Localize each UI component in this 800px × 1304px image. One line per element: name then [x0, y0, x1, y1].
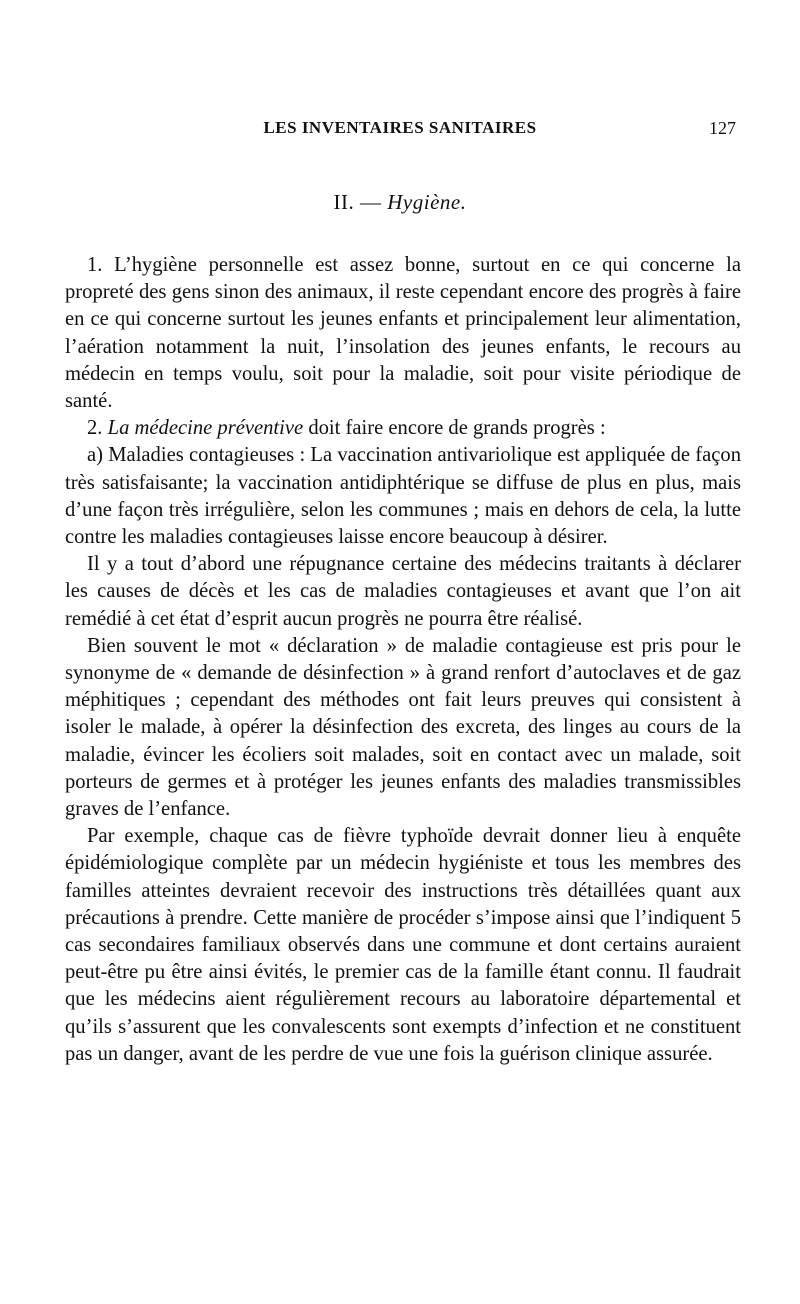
emphasis-preventive-medicine: La médecine préventive	[107, 417, 304, 440]
body-text	[65, 252, 741, 1068]
running-head	[60, 118, 740, 142]
paragraph-preventive-medicine	[65, 415, 741, 442]
paragraph-declaration: Bien souvent le mot « déclaration » de maladie contagieuse est pris pour le synonyme de « demande de désinfection » à grand renfort d’autoclaves et de gaz méphitiques ; cependant des méthodes ont fait leurs preuves qui consistent à isoler le malade, à opérer la désinfection des excreta, des linges au cours de la maladie, évincer les écoliers soit malades, soit en contact avec un malade, soit porteurs de germes et à protéger les jeunes enfants des maladies transmissibles graves de l’enfance.	[65, 634, 741, 821]
paragraph-personal-hygiene: 1. L’hygiène personnelle est assez bonne, surtout en ce qui concerne la propreté des gens sinon des animaux, il reste cependant encore des progrès à faire en ce qui concerne surtout les jeunes enfants et principalement leur alimentation, l’aération notamment la nuit, l’insolation des jeunes enfants, le recours au médecin en temps voulu, soit pour la maladie, soit pour visite périodique de santé.	[65, 254, 741, 413]
paragraph-doctors-reluctance: Il y a tout d’abord une répugnance certaine des médecins traitants à déclarer les causes de décès et les cas de maladies contagieuses et avant que l’on ait remédié à cet état d’esprit aucun progrès ne pourra être réalisé.	[65, 553, 741, 630]
section-heading	[0, 190, 800, 215]
paragraph-preventive-rest: doit faire encore de grands progrès :	[308, 417, 606, 440]
paragraph-prefix: 2.	[87, 417, 103, 440]
section-title: Hygiène.	[387, 190, 467, 214]
section-number: II. —	[333, 190, 382, 214]
page-number: 127	[709, 118, 736, 138]
running-title: LES INVENTAIRES SANITAIRES	[263, 118, 537, 137]
paragraph-contagious-diseases: a) Maladies contagieuses : La vaccination antivariolique est appliquée de façon très satisfaisante; la vaccination antidiphtérique se diffuse de plus en plus, mais d’une façon très irrégulière, selon les communes ; mais en dehors de cela, la lutte contre les maladies contagieuses laisse encore beaucoup à désirer.	[65, 444, 741, 549]
paragraph-typhoid-example: Par exemple, chaque cas de fièvre typhoïde devrait donner lieu à enquête épidémiologique complète par un médecin hygiéniste et tous les membres des familles atteintes devraient recevoir des instructions très détaillées quant aux précautions à prendre. Cette manière de procéder s’impose ainsi que l’indiquent 5 cas secondaires familiaux observés dans une commune et dont certains auraient peut-être pu être ainsi évités, le premier cas de la famille étant connu. Il faudrait que les médecins aient régulièrement recours au laboratoire départemental et qu’ils s’assurent que les convalescents sont exempts d’infection et ne constituent pas un danger, avant de les perdre de vue une fois la guérison clinique assurée.	[65, 825, 741, 1065]
